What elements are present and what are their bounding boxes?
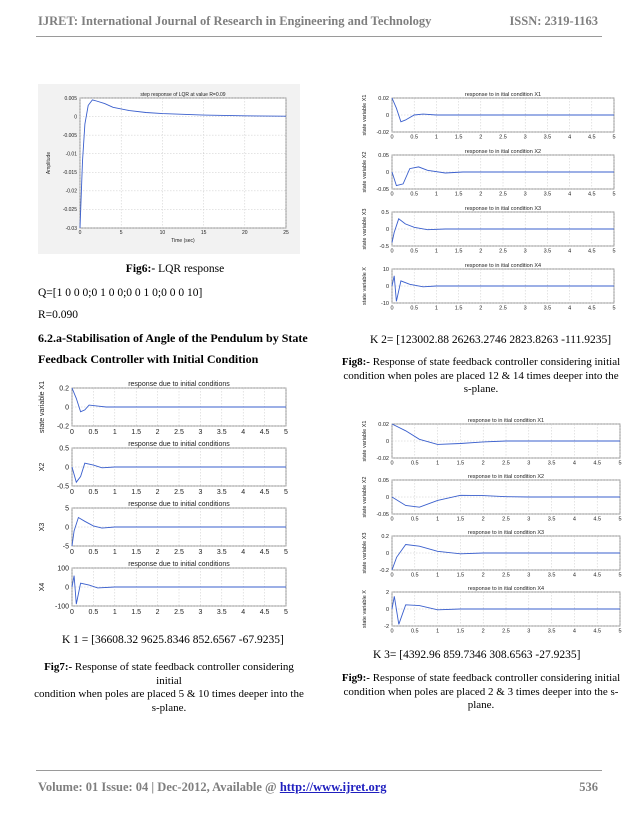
x-tick-label: 4.5 [259, 429, 270, 436]
x-tick-label: 4 [572, 460, 576, 467]
x-tick-label: 3 [198, 549, 203, 556]
fig7-caption-line3: s-plane. [151, 701, 187, 714]
x-tick-label: 3 [527, 460, 531, 467]
x-tick-label: 1.5 [456, 628, 465, 634]
fig9-caption-line1: Response of state feedback controller considering initial [372, 672, 621, 684]
x-tick-label: 4.5 [593, 572, 602, 579]
x-tick-label: 3.5 [547, 516, 556, 523]
x-tick-label: 2.5 [499, 248, 507, 255]
x-tick-label: 2 [155, 549, 160, 556]
panel-title: response to in itial condition X1 [467, 418, 545, 424]
x-tick-label: 3 [523, 134, 527, 141]
x-tick-label: 4.5 [259, 549, 270, 556]
x-tick-label: 2.5 [499, 305, 507, 312]
y-tick-label: 0 [385, 438, 389, 445]
panel-title: response to in itial condition X2 [464, 149, 542, 155]
x-tick-label: 4.5 [593, 516, 602, 523]
x-tick-label: 0 [390, 516, 394, 523]
y-axis-label: X3 [39, 522, 46, 532]
fig7-caption-line2: condition when poles are placed 5 & 10 times deeper into the [34, 688, 304, 700]
x-tick-label: 0 [390, 460, 394, 467]
x-tick-label: 5 [612, 248, 616, 255]
section-heading-line2: Feedback Controller with Initial Condition [38, 352, 259, 366]
x-tick-label: 2 [155, 489, 160, 496]
x-tick-label: 4 [568, 191, 572, 198]
y-tick-label: -2 [384, 623, 389, 630]
panel-title: response due to initial conditions [128, 561, 230, 568]
y-tick-label: 10 [382, 266, 389, 273]
x-tick-label: 0.5 [410, 191, 419, 198]
y-axis-label: Amplitude [46, 151, 52, 175]
x-axis-label: Time (sec) [171, 238, 195, 244]
x-tick-label: 3.5 [543, 134, 552, 141]
fig6-caption-text: LQR response [158, 263, 225, 275]
x-tick-label: 5 [618, 460, 622, 467]
y-axis-label: state variable X3 [362, 208, 368, 250]
x-tick-label: 3.5 [216, 489, 227, 496]
fig8-caption-line1: Response of state feedback controller considering initial [372, 356, 621, 368]
x-tick-label: 5 [618, 572, 622, 579]
x-tick-label: 4.5 [259, 489, 270, 496]
x-tick-label: 2 [479, 134, 483, 141]
x-tick-label: 2 [155, 609, 160, 616]
y-tick-label: 0 [385, 226, 389, 233]
x-tick-label: 3 [523, 248, 527, 255]
x-tick-label: 3 [527, 572, 531, 579]
x-tick-label: 2.5 [502, 572, 510, 579]
y-tick-label: -0.02 [376, 455, 389, 462]
y-axis-label: state variable X [362, 590, 368, 628]
y-tick-label: 0.02 [378, 95, 389, 102]
x-tick-label: 0.5 [88, 429, 99, 436]
x-tick-label: 1 [436, 572, 440, 579]
y-tick-label: 0 [385, 283, 389, 290]
fig9-caption [335, 672, 627, 713]
header-rule [36, 36, 602, 37]
x-tick-label: 5 [119, 230, 123, 236]
x-tick-label: 1 [436, 516, 440, 523]
y-tick-label: 0 [65, 404, 69, 412]
y-tick-label: -0.025 [62, 207, 77, 214]
y-tick-label: 2 [385, 589, 389, 596]
y-axis-label: state variable X3 [362, 532, 368, 574]
x-tick-label: 0 [390, 305, 394, 312]
y-tick-label: -0.02 [376, 129, 389, 136]
x-tick-label: 0 [70, 429, 74, 436]
y-tick-label: -0.05 [376, 186, 389, 193]
x-tick-label: 4.5 [259, 609, 270, 616]
y-tick-label: -0.05 [376, 511, 389, 518]
x-tick-label: 4 [241, 609, 246, 616]
y-tick-label: 0.05 [378, 152, 389, 159]
fig8-chart [352, 88, 622, 314]
fig8-caption [335, 356, 627, 397]
x-tick-label: 1.5 [456, 460, 465, 467]
x-tick-label: 0.5 [410, 572, 419, 579]
x-tick-label: 3.5 [216, 609, 227, 616]
x-tick-label: 4 [241, 489, 246, 496]
x-tick-label: 4 [568, 134, 572, 141]
x-tick-label: 3 [198, 429, 203, 436]
x-tick-label: 20 [242, 230, 248, 236]
x-tick-label: 3.5 [216, 549, 227, 556]
x-tick-label: 1.5 [454, 134, 463, 141]
fig8-caption-line3: s-plane. [463, 383, 499, 395]
y-axis-label: state variable X2 [362, 476, 368, 518]
x-tick-label: 2 [479, 248, 483, 255]
y-tick-label: -0.015 [62, 170, 77, 177]
x-tick-label: 1 [434, 305, 438, 312]
panel-title: response due to initial conditions [128, 381, 230, 388]
x-tick-label: 3 [198, 609, 203, 616]
y-tick-label: -0.01 [65, 151, 77, 158]
x-tick-label: 5 [612, 134, 616, 141]
y-tick-label: -0.005 [62, 132, 77, 139]
y-tick-label: 0.005 [64, 95, 77, 102]
x-tick-label: 1 [112, 429, 117, 436]
x-tick-label: 1.5 [456, 572, 465, 579]
x-tick-label: 3.5 [543, 191, 552, 198]
y-axis-label: state variable X [362, 267, 368, 305]
fig9-caption-line2: condition when poles are placed 2 & 3 times deeper into the s- [343, 685, 619, 698]
plot-frame [80, 98, 286, 228]
x-tick-label: 4 [572, 628, 576, 634]
x-tick-label: 4.5 [587, 134, 596, 141]
y-tick-label: 0.2 [59, 385, 69, 393]
y-tick-label: 0 [65, 524, 69, 532]
x-tick-label: 1.5 [454, 305, 463, 312]
y-axis-label: X4 [39, 582, 46, 592]
y-tick-label: 0.02 [378, 421, 389, 428]
x-tick-label: 4 [241, 429, 246, 436]
x-tick-label: 0.5 [88, 549, 99, 556]
y-tick-label: 0.2 [381, 533, 389, 540]
fig7-caption-label: Fig7:- [44, 661, 73, 673]
y-tick-label: 0 [385, 606, 389, 613]
x-tick-label: 1 [112, 489, 117, 496]
fig9-chart [352, 414, 628, 634]
x-tick-label: 2.5 [502, 516, 510, 523]
y-tick-label: 5 [65, 505, 69, 513]
x-tick-label: 0.5 [410, 248, 419, 255]
x-tick-label: 2 [481, 460, 485, 467]
x-tick-label: 1.5 [456, 516, 465, 523]
footer-volume-text: Volume: 01 Issue: 04 | Dec-2012, Available @ [38, 780, 280, 794]
x-tick-label: 1 [436, 460, 440, 467]
x-tick-label: 4.5 [593, 460, 602, 467]
y-tick-label: -10 [381, 300, 389, 307]
y-tick-label: 0.5 [59, 445, 69, 453]
fig7-chart [30, 378, 296, 626]
x-tick-label: 1.5 [131, 549, 142, 556]
y-axis-label: state variable X2 [362, 151, 368, 193]
y-tick-label: -0.5 [56, 483, 69, 491]
x-tick-label: 3 [523, 191, 527, 198]
x-tick-label: 2.5 [502, 628, 510, 634]
panel-title: step response of LQR at value R=0.09 [140, 92, 226, 98]
x-tick-label: 0 [390, 134, 394, 141]
fig7-caption-line1: Response of state feedback controller considering initial [74, 661, 294, 687]
x-tick-label: 0 [390, 572, 394, 579]
x-tick-label: 0 [78, 230, 82, 236]
x-tick-label: 1 [434, 248, 438, 255]
k1-gain: K 1 = [36608.32 9625.8346 852.6567 -67.9235] [62, 634, 284, 646]
x-tick-label: 3.5 [543, 248, 552, 255]
panel-title: response to in itial condition X1 [464, 92, 542, 98]
x-tick-label: 4 [568, 248, 572, 255]
y-tick-label: 0 [385, 494, 389, 501]
x-tick-label: 1 [434, 191, 438, 198]
x-tick-label: 0.5 [88, 609, 99, 616]
x-tick-label: 1 [112, 609, 117, 616]
x-tick-label: 0.5 [88, 489, 99, 496]
section-heading-line1: 6.2.a-Stabilisation of Angle of the Pendulum by State [38, 331, 308, 345]
x-tick-label: 4.5 [587, 191, 596, 198]
x-tick-label: 3 [527, 516, 531, 523]
x-tick-label: 1.5 [131, 489, 142, 496]
x-tick-label: 10 [159, 230, 166, 236]
k2-gain: K 2= [123002.88 26263.2746 2823.8263 -111.9235] [370, 334, 612, 346]
y-tick-label: 0 [74, 114, 77, 121]
footer-volume [38, 780, 387, 795]
x-tick-label: 1.5 [454, 248, 463, 255]
y-tick-label: 100 [57, 565, 69, 573]
x-tick-label: 5 [612, 305, 616, 312]
x-tick-label: 2.5 [499, 191, 507, 198]
q-matrix: Q=[1 0 0 0;0 1 0 0;0 0 1 0;0 0 0 10] [38, 287, 203, 299]
x-tick-label: 0.5 [410, 305, 419, 312]
x-tick-label: 2.5 [174, 489, 184, 496]
x-tick-label: 3 [198, 489, 203, 496]
x-tick-label: 3 [523, 305, 527, 312]
journal-title: IJRET: International Journal of Research in Engineering and Technology [38, 14, 432, 28]
x-tick-label: 5 [284, 549, 288, 556]
x-tick-label: 2.5 [174, 429, 184, 436]
r-value: R=0.090 [38, 309, 79, 321]
x-tick-label: 2.5 [174, 609, 184, 616]
panel-title: response due to initial conditions [128, 501, 230, 508]
y-tick-label: 0.5 [381, 209, 389, 216]
y-tick-label: -0.5 [379, 243, 389, 250]
fig6-caption-label: Fig6:- [125, 263, 156, 275]
page-number: 536 [579, 780, 598, 794]
x-tick-label: 1 [434, 134, 438, 141]
x-tick-label: 0 [390, 628, 394, 634]
fig9-caption-line3: plane. [467, 699, 495, 711]
panel-title: response due to initial conditions [128, 441, 230, 448]
fig8-caption-line2: condition when poles are placed 12 & 14 times deeper into the [343, 369, 619, 382]
y-tick-label: -100 [54, 603, 69, 611]
x-tick-label: 4 [572, 516, 576, 523]
x-tick-label: 15 [200, 230, 207, 236]
x-tick-label: 2 [481, 628, 485, 634]
x-tick-label: 0.5 [410, 628, 419, 634]
y-axis-label: state variable X1 [39, 380, 46, 434]
panel-title: response to in itial condition X3 [467, 530, 545, 536]
y-tick-label: -0.2 [379, 567, 389, 574]
panel-title: response to in itial condition X4 [464, 263, 542, 269]
x-tick-label: 0 [390, 191, 394, 198]
footer-rule [36, 770, 602, 771]
x-tick-label: 4.5 [587, 305, 596, 312]
y-tick-label: 0 [385, 550, 389, 557]
y-axis-label: state variable X1 [362, 94, 368, 136]
x-tick-label: 3.5 [547, 628, 556, 634]
x-tick-label: 1 [436, 628, 440, 634]
x-tick-label: 1.5 [131, 609, 142, 616]
x-tick-label: 2.5 [502, 460, 510, 467]
x-tick-label: 3.5 [216, 429, 227, 436]
panel-title: response to in itial condition X2 [467, 474, 545, 480]
x-tick-label: 0 [390, 248, 394, 255]
journal-link[interactable]: http://www.ijret.org [279, 780, 387, 794]
x-tick-label: 0.5 [410, 460, 419, 467]
panel-title: response to in itial condition X4 [467, 586, 545, 592]
x-tick-label: 3.5 [547, 572, 556, 579]
y-tick-label: 0.05 [378, 477, 389, 484]
x-tick-label: 0 [70, 609, 74, 616]
x-tick-label: 1.5 [131, 429, 142, 436]
x-tick-label: 25 [283, 230, 289, 236]
x-tick-label: 3 [527, 628, 531, 634]
y-tick-label: 0 [65, 464, 69, 472]
y-tick-label: -0.03 [65, 225, 77, 232]
y-tick-label: 0 [65, 584, 69, 592]
x-tick-label: 4.5 [593, 628, 602, 634]
y-tick-label: -0.2 [56, 423, 69, 431]
panel-title: response to in itial condition X3 [464, 206, 542, 212]
x-tick-label: 2.5 [499, 134, 507, 141]
x-tick-label: 1.5 [454, 191, 463, 198]
x-tick-label: 2 [481, 516, 485, 523]
fig7-caption [30, 661, 308, 715]
x-tick-label: 2 [155, 429, 160, 436]
fig9-caption-label: Fig9:- [341, 672, 370, 684]
fig6-caption [120, 262, 230, 277]
x-tick-label: 0.5 [410, 134, 419, 141]
x-tick-label: 1 [112, 549, 117, 556]
y-tick-label: -5 [62, 543, 69, 551]
x-tick-label: 0 [70, 549, 74, 556]
x-tick-label: 5 [612, 191, 616, 198]
x-tick-label: 3.5 [543, 305, 552, 312]
x-tick-label: 5 [284, 429, 288, 436]
y-tick-label: 0 [385, 112, 389, 119]
x-tick-label: 5 [284, 489, 288, 496]
x-tick-label: 2 [479, 305, 483, 312]
x-tick-label: 4 [572, 572, 576, 579]
x-tick-label: 4 [568, 305, 572, 312]
y-tick-label: -0.02 [65, 188, 77, 195]
x-tick-label: 5 [618, 628, 622, 634]
x-tick-label: 4.5 [587, 248, 596, 255]
fig6-chart [38, 84, 300, 254]
x-tick-label: 3.5 [547, 460, 556, 467]
x-tick-label: 0 [70, 489, 74, 496]
x-tick-label: 2.5 [174, 549, 184, 556]
x-tick-label: 5 [284, 609, 288, 616]
x-tick-label: 5 [618, 516, 622, 523]
x-tick-label: 0.5 [410, 516, 419, 523]
x-tick-label: 4 [241, 549, 246, 556]
y-tick-label: 0 [385, 169, 389, 176]
fig8-caption-label: Fig8:- [341, 356, 370, 368]
x-tick-label: 2 [479, 191, 483, 198]
x-tick-label: 2 [481, 572, 485, 579]
y-axis-label: state variable X1 [362, 420, 368, 462]
issn: ISSN: 2319-1163 [509, 14, 598, 28]
k3-gain: K 3= [4392.96 859.7346 308.6563 -27.9235] [373, 649, 581, 661]
y-axis-label: X2 [39, 462, 46, 472]
